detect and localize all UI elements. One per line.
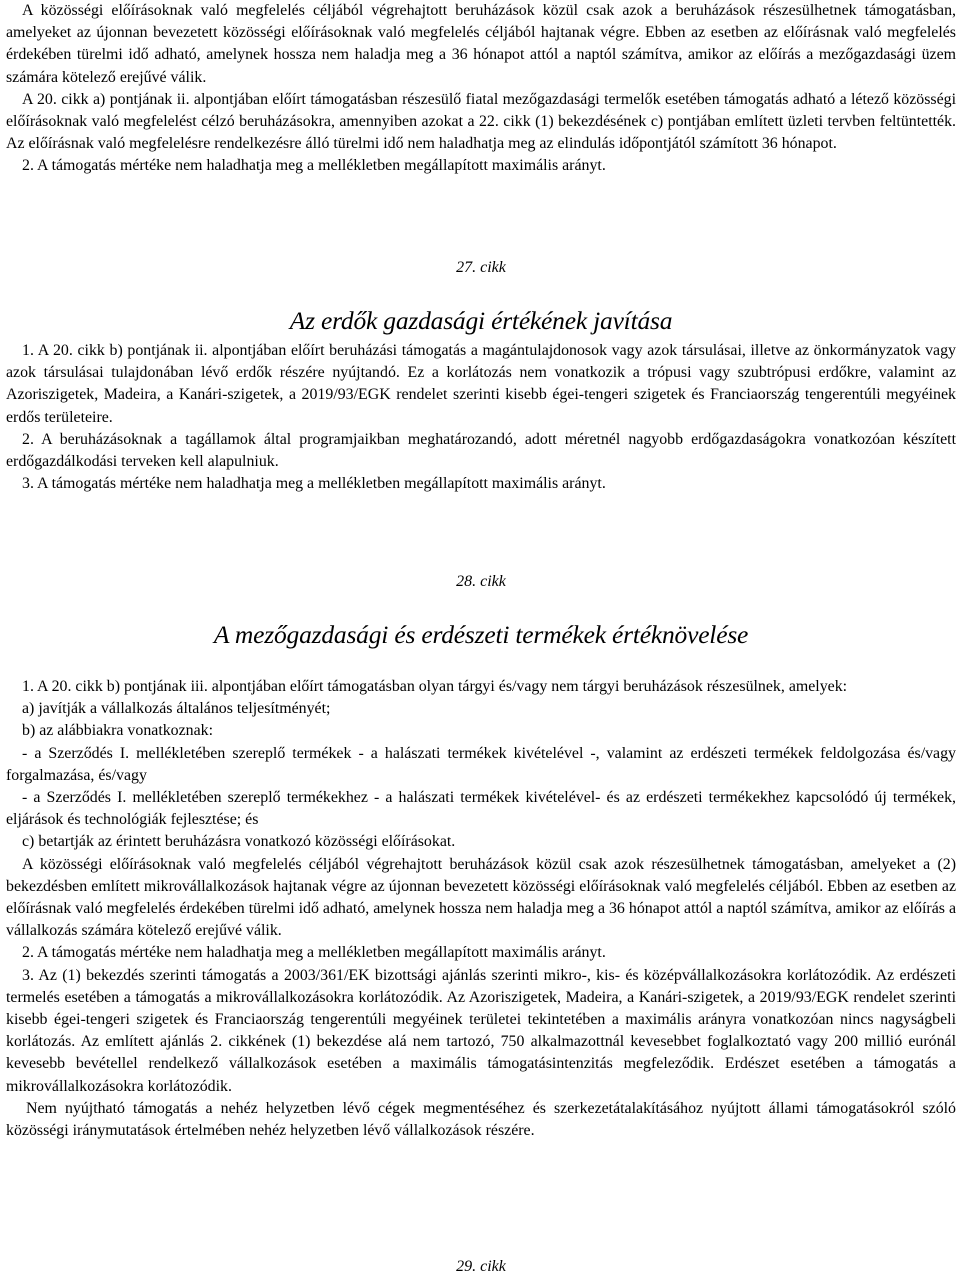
dash-item-1: - a Szerződés I. mellékletében szereplő termékek - a halászati termékek kivételével -, valamint az erdészeti termékek feldolgozása és/vagy forgalmazása, és/vagy — [6, 744, 956, 784]
dash-item-2: - a Szerződés I. mellékletében szereplő termékekhez - a halászati termékek kivételével- és az erdészeti termékekhez kapcsolódó új termékek, eljárások és technológiák fejlesztése; és — [6, 789, 956, 829]
article-29-number: 29. cikk — [456, 1258, 506, 1275]
paragraph-27-1: 1. A 20. cikk b) pontjának ii. alpontjában előírt beruházási támogatás a magántulajdonosok vagy azok társulásai, illetve az önkormányzatok vagy azok társulásai tulajdonában lévő erdők részére nyújtandó. Ez a korlátozás nem vonatkozik a trópusi vagy szubtrópusi erdőkre, valamint az Azoriszigetek, Madeira, a Kanári-szigetek, a 2019/93/EGK rendelet szerinti kisebb égei-tengeri szigetek és Franciaország tengerentúli megyéinek erdős területeire. — [6, 342, 956, 426]
article-28-number: 28. cikk — [456, 573, 506, 590]
section-article-28 — [6, 676, 956, 1142]
paragraph-27-3: 3. A támogatás mértéke nem haladhatja meg a mellékletben megállapított maximális arányt. — [22, 475, 606, 493]
section-article-27 — [6, 340, 956, 495]
paragraph-28-1: 1. A 20. cikk b) pontjának iii. alpontjában előírt támogatásban olyan tárgyi és/vagy nem tárgyi beruházások részesülnek, amelyek: — [22, 678, 848, 695]
article-28-title: A mezőgazdasági és erdészeti termékek értéknövelése — [213, 620, 749, 649]
paragraph-28-2: 2. A támogatás mértéke nem haladhatja meg a mellékletben megállapított maximális arányt. — [22, 944, 606, 962]
section-article-26-continued — [6, 0, 956, 178]
list-item-b: b) az alábbiakra vonatkoznak: — [22, 722, 214, 740]
paragraph-community-standards: A közösségi előírásoknak való megfelelés céljából végrehajtott beruházások közül csak azok a beruházások részesülhetnek támogatásban, amelyeket az újonnan bevezetett közösségi előírásoknak való megfelelés céljából hajtanak végre. Ebben az esetben az előírásnak való megfelelés érdekében türelmi idő adható, amelynek hossza nem haladja meg a 36 hónapot attól a naptól számítva, amikor az előírás a mezőgazdasági üzem számára kötelező erejűvé válik. — [6, 2, 956, 86]
paragraph-support-rate: 2. A támogatás mértéke nem haladhatja meg a mellékletben megállapított maximális arányt. — [22, 157, 606, 175]
list-item-a: a) javítják a vállalkozás általános teljesítményét; — [22, 700, 331, 718]
list-item-c: c) betartják az érintett beruházásra vonatkozó közösségi előírásokat. — [22, 833, 456, 851]
paragraph-28-3: 3. Az (1) bekezdés szerinti támogatás a 2003/361/EK bizottsági ajánlás szerinti mikro-, kis- és középvállalkozásokra korlátozódik. Az erdészeti termelés esetében a támogatás a mikrovállalkozásokra korlátozódik. Az Azoriszigetek, Madeira, a Kanári-szigetek, a 2019/93/EGK rendelet szerinti kisebb égei-tengeri szigetek és Franciaország tengerentúli megyéinek területei tekintetében a maximális arányra vonatkozóan nincs nagyságbeli korlátozás. Az említett ajánlás 2. cikkének (1) bekezdése alá nem tartozó, 750 alkalmazottnál kevesebbet foglalkoztató vagy 200 millió eurónál kevesebb bevétellel rendelkező vállalkozások esetében a maximális támogatásintenzitás megfeleződik. Erdészet esetében a támogatás a mikrovállalkozásokra korlátozódik. — [6, 966, 956, 1095]
paragraph-27-2: 2. A beruházásoknak a tagállamok által programjaikban meghatározandó, adott méretnél nagyobb erdőgazdaságokra vonatkozóan készített erdőgazdálkodási terveken kell alapulniuk. — [6, 430, 956, 471]
article-27-title: Az erdők gazdasági értékének javítása — [289, 306, 673, 335]
paragraph-no-support: Nem nyújtható támogatás a nehéz helyzetben lévő cégek megmentéséhez és szerkezetátalakításához nyújtott állami támogatásokról szóló közösségi iránymutatások értelmében nehéz helyzetben lévő vállalkozások részére. — [6, 1099, 956, 1140]
paragraph-young-farmers: A 20. cikk a) pontjának ii. alpontjában előírt támogatásban részesülő fiatal mezőgazdasági termelők esetében támogatás adható a létező közösségi előírásoknak való megfelelést célzó beruházásokra, amennyiben azokat a 22. cikk (1) bekezdésének c) pontjában említett üzleti tervben feltüntették. Az előírásnak való megfelelésre rendelkezésre álló türelmi idő nem haladhatja meg az elindulás időpontjától számított 36 hónapot. — [6, 90, 956, 153]
paragraph-community-standards-28: A közösségi előírásoknak való megfelelés céljából végrehajtott beruházások közül csak azok részesülhetnek támogatásban, amelyeket a (2) bekezdésben említett mikrovállalkozások hajtanak végre az újonnan bevezetett közösségi előírásoknak való megfelelés céljából. Ebben az esetben az előírásnak való megfelelés érdekében türelmi idő adható, amelynek hossza nem haladja meg a 36 hónapot attól a naptól számítva, amikor az előírás a vállalkozás számára kötelező erejűvé válik. — [6, 855, 956, 940]
article-27-number: 27. cikk — [456, 259, 506, 276]
